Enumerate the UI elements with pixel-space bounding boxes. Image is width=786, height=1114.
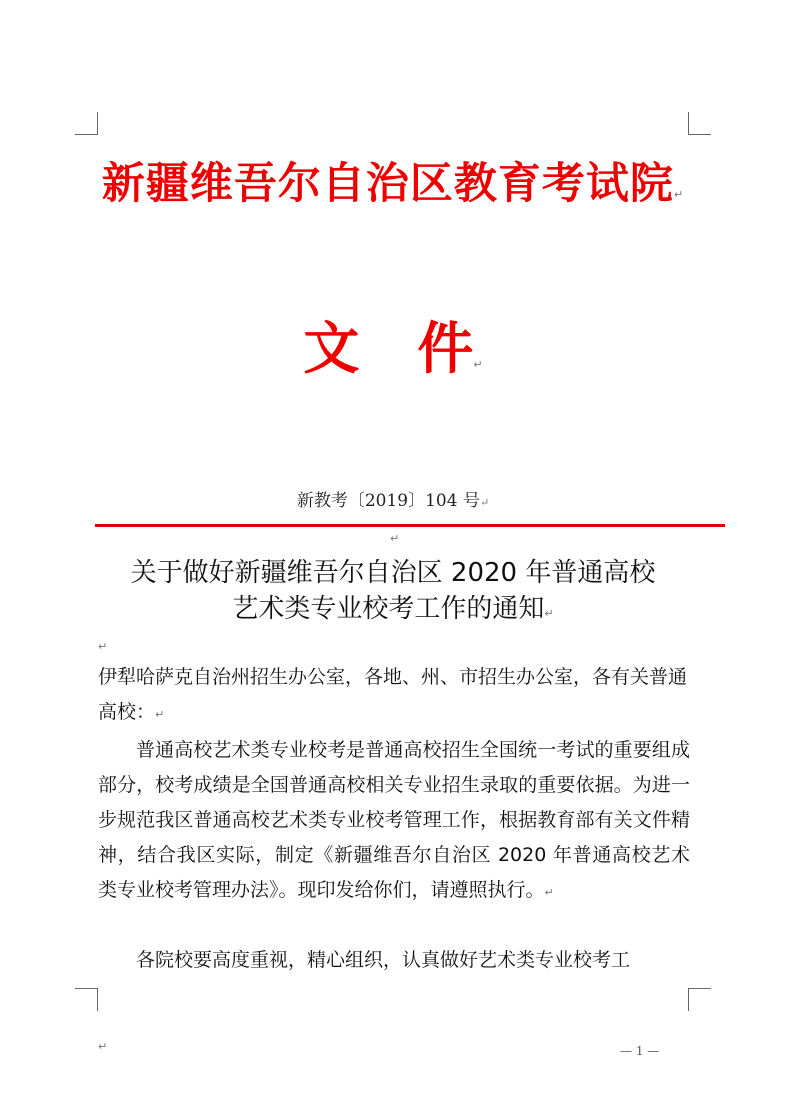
doc-char-1: 文: [303, 317, 360, 382]
addressee-paragraph: [98, 660, 690, 732]
notice-title-text: 艺术类专业校考工作的通知: [232, 594, 545, 624]
body-paragraph-2: [98, 943, 690, 978]
paragraph-mark: ↵: [673, 188, 685, 201]
paragraph-mark: ↵: [544, 607, 554, 620]
crop-mark-bottom-left: [75, 988, 98, 1011]
crop-mark-bottom-right: [688, 988, 711, 1011]
paragraph-mark: ↵: [98, 1040, 108, 1053]
document-number: 新教考〔2019〕104 号: [296, 491, 480, 511]
paragraph-mark: ↵: [155, 708, 165, 721]
paragraph-mark: ↵: [479, 496, 490, 509]
doc-char-2: 件: [417, 317, 474, 382]
notice-title-line-1: 关于做好新疆维吾尔自治区 2020 年普通高校: [130, 558, 656, 588]
crop-mark-top-left: [75, 112, 98, 135]
issuing-organization: [0, 150, 786, 211]
paragraph-mark: ↵: [98, 640, 108, 653]
body-paragraph-1-text: 普通高校艺术类专业校考是普通高校招生全国统一考试的重要组成部分，校考成绩是全国普通高校相关专业招生录取的重要依据。为进一步规范我区普通高校艺术类专业校考管理工作，根据教育部有关文件精神，结合我区实际，制定《新疆维吾尔自治区 2020 年普通高校艺术类专业校考管理办法》。现印发给你们，请遵照执行。: [98, 739, 690, 901]
red-separator-line: [95, 524, 725, 527]
page-number: — 1 —: [620, 1044, 660, 1058]
notice-title-line-2: [0, 588, 786, 625]
paragraph-mark: ↵: [544, 886, 554, 899]
paragraph-mark: ↵: [473, 358, 483, 371]
document-heading: [0, 305, 786, 385]
body-paragraph-2-text: 各院校要高度重视，精心组织，认真做好艺术类专业校考工: [136, 949, 631, 971]
paragraph-mark: ↵: [390, 532, 400, 545]
document-number-line: [0, 486, 786, 511]
organization-name: 新疆维吾尔自治区教育考试院: [101, 159, 674, 209]
crop-mark-top-right: [688, 112, 711, 135]
addressee-text: 伊犁哈萨克自治州招生办公室，各地、州、市招生办公室，各有关普通高校：: [98, 666, 688, 723]
body-paragraph-1: [98, 733, 690, 910]
